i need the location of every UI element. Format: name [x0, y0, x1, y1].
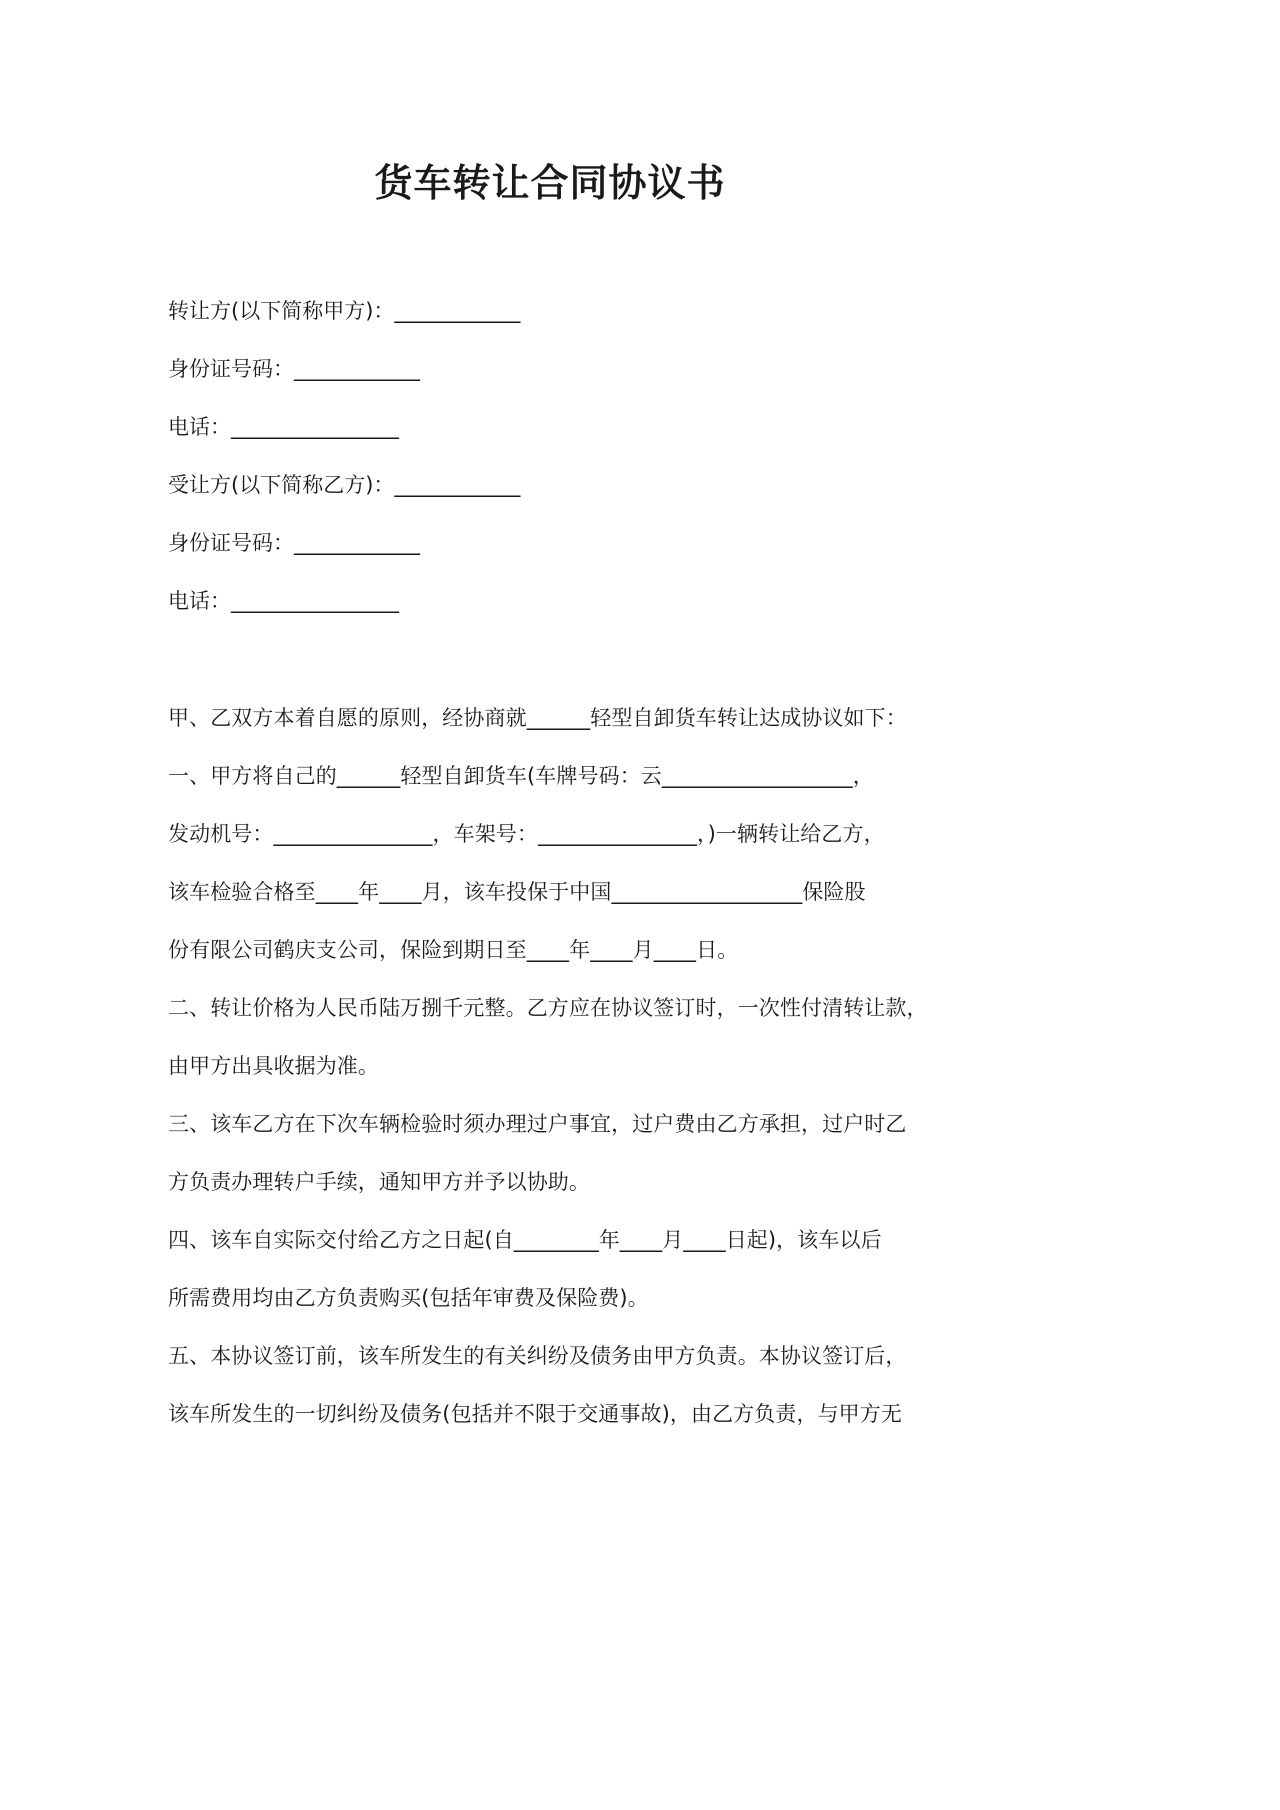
transferor-phone-line: 电话：________________: [168, 415, 399, 439]
clause-5-line-2: 该车所发生的一切纠纷及债务(包括并不限于交通事故)，由乙方负责，与甲方无: [168, 1402, 902, 1426]
document-title: 货车转让合同协议书: [374, 160, 726, 205]
agreement-intro: 甲、乙双方本着自愿的原则，经协商就______轻型自卸货车转让达成协议如下：: [168, 706, 907, 730]
clause-5-line-1: 五、本协议签订前，该车所发生的有关纠纷及债务由甲方负责。本协议签订后，: [168, 1344, 907, 1368]
clause-2-line-1: 二、转让价格为人民币陆万捌千元整。乙方应在协议签订时，一次性付清转让款，: [168, 996, 928, 1020]
clause-3-line-1: 三、该车乙方在下次车辆检验时须办理过户事宜，过户费由乙方承担，过户时乙: [168, 1112, 907, 1136]
clause-3-line-2: 方负责办理转户手续，通知甲方并予以协助。: [168, 1170, 590, 1194]
transferee-phone-line: 电话：________________: [168, 589, 399, 613]
clause-1-line-3: 该车检验合格至____年____月，该车投保于中国__________________保险股: [168, 880, 866, 904]
transferee-id-line: 身份证号码：____________: [168, 531, 420, 555]
clause-4-line-1: 四、该车自实际交付给乙方之日起(自________年____月____日起)，该车以后: [168, 1228, 882, 1252]
clause-1-line-4: 份有限公司鹤庆支公司，保险到期日至____年____月____日。: [168, 938, 739, 962]
clause-4-line-2: 所需费用均由乙方负责购买(包括年审费及保险费)。: [168, 1286, 649, 1310]
clause-1-line-2: 发动机号：_______________，车架号：_______________，)一辆转让给乙方，: [168, 822, 885, 846]
clause-2-line-2: 由甲方出具收据为准。: [168, 1054, 379, 1078]
transferor-line: 转让方(以下简称甲方)：____________: [168, 299, 521, 323]
clause-1-line-1: 一、甲方将自己的______轻型自卸货车(车牌号码：云__________________，: [168, 764, 874, 788]
transferee-line: 受让方(以下简称乙方)：____________: [168, 473, 521, 497]
transferor-id-line: 身份证号码：____________: [168, 357, 420, 381]
